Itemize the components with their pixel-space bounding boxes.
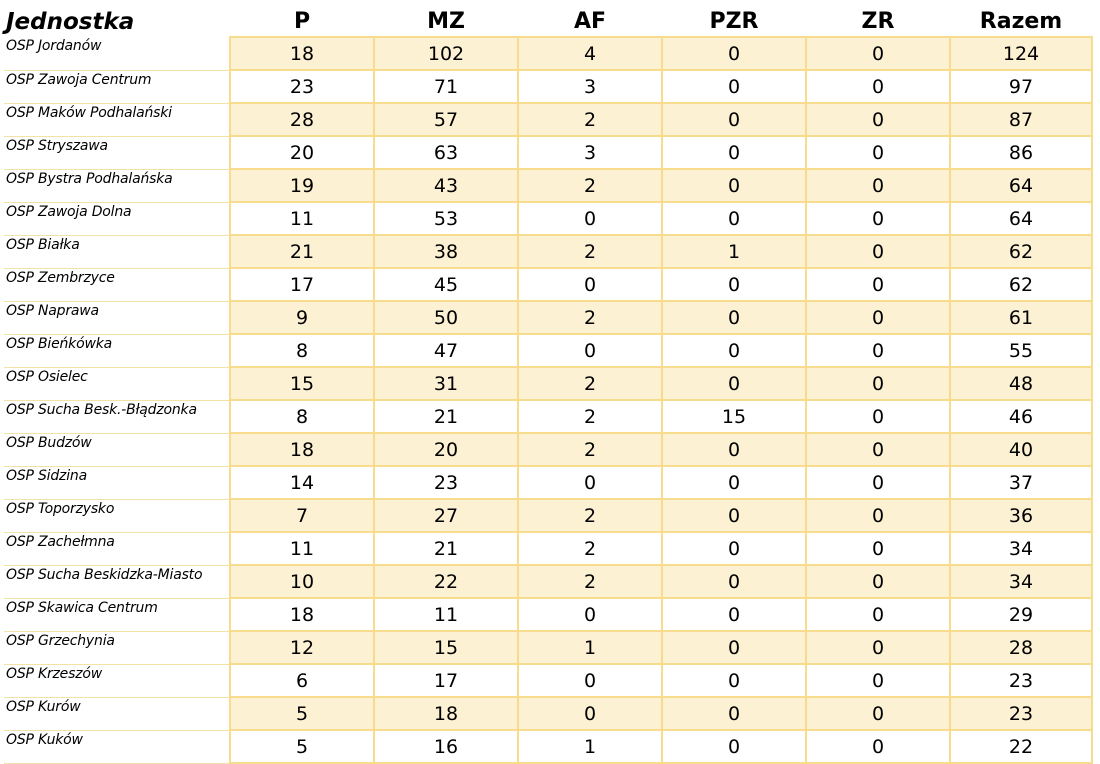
cell-af: 2 [518, 565, 662, 598]
cell-mz: 27 [374, 499, 518, 532]
column-header-unit: Jednostka [6, 8, 135, 35]
table-row [4, 70, 1092, 103]
cell-total: 62 [950, 235, 1092, 268]
cell-af: 2 [518, 532, 662, 565]
cell-total: 37 [950, 466, 1092, 499]
cell-total: 124 [950, 37, 1092, 70]
cell-zr: 0 [806, 235, 950, 268]
table-row [4, 631, 1092, 664]
cell-total: 62 [950, 268, 1092, 301]
cell-af: 0 [518, 268, 662, 301]
column-header-pzr: PZR [709, 8, 759, 34]
cell-total: 34 [950, 532, 1092, 565]
cell-af: 0 [518, 202, 662, 235]
table-header [4, 6, 1092, 37]
cell-pzr: 0 [662, 202, 806, 235]
table-body [4, 37, 1092, 763]
cell-total: 46 [950, 400, 1092, 433]
cell-zr: 0 [806, 268, 950, 301]
cell-af: 0 [518, 598, 662, 631]
table-row [4, 268, 1092, 301]
cell-p: 11 [230, 532, 374, 565]
cell-pzr: 0 [662, 334, 806, 367]
cell-total: 23 [950, 697, 1092, 730]
cell-mz: 43 [374, 169, 518, 202]
column-header-p: P [293, 8, 311, 34]
cell-p: 19 [230, 169, 374, 202]
table-row [4, 400, 1092, 433]
table-row [4, 433, 1092, 466]
cell-mz: 45 [374, 268, 518, 301]
cell-p: 10 [230, 565, 374, 598]
cell-unit-name: OSP Jordanów [4, 37, 230, 70]
cell-af: 3 [518, 136, 662, 169]
table-row [4, 169, 1092, 202]
cell-mz: 18 [374, 697, 518, 730]
cell-mz: 102 [374, 37, 518, 70]
cell-af: 2 [518, 235, 662, 268]
cell-unit-name: OSP Osielec [4, 367, 230, 400]
cell-zr: 0 [806, 730, 950, 763]
cell-zr: 0 [806, 103, 950, 136]
cell-zr: 0 [806, 466, 950, 499]
table-row [4, 301, 1092, 334]
cell-unit-name: OSP Zachełmna [4, 532, 230, 565]
cell-p: 18 [230, 37, 374, 70]
cell-p: 5 [230, 697, 374, 730]
table-row [4, 697, 1092, 730]
table-row [4, 334, 1092, 367]
cell-zr: 0 [806, 367, 950, 400]
cell-pzr: 0 [662, 664, 806, 697]
cell-zr: 0 [806, 598, 950, 631]
cell-total: 29 [950, 598, 1092, 631]
cell-pzr: 0 [662, 268, 806, 301]
cell-total: 55 [950, 334, 1092, 367]
cell-mz: 22 [374, 565, 518, 598]
cell-unit-name: OSP Kurów [4, 697, 230, 730]
cell-af: 2 [518, 433, 662, 466]
table-row [4, 499, 1092, 532]
cell-p: 6 [230, 664, 374, 697]
cell-af: 0 [518, 697, 662, 730]
cell-p: 7 [230, 499, 374, 532]
table-row [4, 202, 1092, 235]
cell-zr: 0 [806, 565, 950, 598]
cell-pzr: 0 [662, 499, 806, 532]
cell-unit-name: OSP Sucha Beskidzka-Miasto [4, 565, 230, 598]
cell-zr: 0 [806, 499, 950, 532]
cell-mz: 15 [374, 631, 518, 664]
cell-zr: 0 [806, 37, 950, 70]
cell-pzr: 0 [662, 103, 806, 136]
table-row [4, 235, 1092, 268]
cell-zr: 0 [806, 532, 950, 565]
cell-af: 2 [518, 499, 662, 532]
cell-pzr: 0 [662, 598, 806, 631]
statistics-table [4, 6, 1093, 764]
cell-af: 2 [518, 301, 662, 334]
cell-total: 48 [950, 367, 1092, 400]
cell-zr: 0 [806, 400, 950, 433]
cell-p: 23 [230, 70, 374, 103]
cell-pzr: 1 [662, 235, 806, 268]
cell-p: 20 [230, 136, 374, 169]
cell-total: 87 [950, 103, 1092, 136]
cell-mz: 17 [374, 664, 518, 697]
cell-p: 8 [230, 334, 374, 367]
cell-pzr: 0 [662, 532, 806, 565]
cell-mz: 57 [374, 103, 518, 136]
cell-mz: 50 [374, 301, 518, 334]
cell-zr: 0 [806, 202, 950, 235]
table-row [4, 103, 1092, 136]
cell-mz: 11 [374, 598, 518, 631]
cell-pzr: 0 [662, 631, 806, 664]
cell-unit-name: OSP Bieńkówka [4, 334, 230, 367]
cell-zr: 0 [806, 169, 950, 202]
cell-p: 12 [230, 631, 374, 664]
cell-mz: 47 [374, 334, 518, 367]
cell-unit-name: OSP Toporzysko [4, 499, 230, 532]
cell-unit-name: OSP Naprawa [4, 301, 230, 334]
cell-mz: 21 [374, 532, 518, 565]
cell-unit-name: OSP Zawoja Centrum [4, 70, 230, 103]
cell-pzr: 0 [662, 565, 806, 598]
cell-zr: 0 [806, 70, 950, 103]
cell-pzr: 0 [662, 730, 806, 763]
table-row [4, 565, 1092, 598]
table-row [4, 466, 1092, 499]
cell-p: 28 [230, 103, 374, 136]
cell-mz: 38 [374, 235, 518, 268]
cell-mz: 21 [374, 400, 518, 433]
cell-af: 2 [518, 169, 662, 202]
cell-zr: 0 [806, 136, 950, 169]
column-header-af: AF [573, 8, 607, 34]
cell-total: 97 [950, 70, 1092, 103]
cell-af: 1 [518, 631, 662, 664]
cell-total: 23 [950, 664, 1092, 697]
cell-pzr: 0 [662, 70, 806, 103]
cell-unit-name: OSP Zawoja Dolna [4, 202, 230, 235]
cell-unit-name: OSP Skawica Centrum [4, 598, 230, 631]
table-row [4, 136, 1092, 169]
cell-unit-name: OSP Grzechynia [4, 631, 230, 664]
cell-af: 2 [518, 400, 662, 433]
table-row [4, 367, 1092, 400]
cell-pzr: 0 [662, 466, 806, 499]
cell-unit-name: OSP Krzeszów [4, 664, 230, 697]
cell-mz: 23 [374, 466, 518, 499]
cell-unit-name: OSP Sucha Besk.-Błądzonka [4, 400, 230, 433]
cell-total: 36 [950, 499, 1092, 532]
cell-pzr: 0 [662, 37, 806, 70]
cell-unit-name: OSP Białka [4, 235, 230, 268]
cell-unit-name: OSP Bystra Podhalańska [4, 169, 230, 202]
cell-mz: 71 [374, 70, 518, 103]
table-row [4, 598, 1092, 631]
cell-mz: 53 [374, 202, 518, 235]
cell-pzr: 15 [662, 400, 806, 433]
cell-unit-name: OSP Zembrzyce [4, 268, 230, 301]
cell-mz: 16 [374, 730, 518, 763]
cell-p: 14 [230, 466, 374, 499]
cell-af: 0 [518, 664, 662, 697]
cell-p: 17 [230, 268, 374, 301]
cell-unit-name: OSP Maków Podhalański [4, 103, 230, 136]
table-row [4, 664, 1092, 697]
header-row [4, 6, 1092, 37]
cell-pzr: 0 [662, 433, 806, 466]
cell-zr: 0 [806, 697, 950, 730]
cell-unit-name: OSP Stryszawa [4, 136, 230, 169]
cell-mz: 31 [374, 367, 518, 400]
table-row [4, 532, 1092, 565]
cell-p: 18 [230, 598, 374, 631]
cell-zr: 0 [806, 664, 950, 697]
cell-af: 0 [518, 334, 662, 367]
cell-total: 28 [950, 631, 1092, 664]
cell-zr: 0 [806, 301, 950, 334]
cell-zr: 0 [806, 433, 950, 466]
cell-p: 9 [230, 301, 374, 334]
cell-af: 2 [518, 367, 662, 400]
cell-total: 34 [950, 565, 1092, 598]
cell-total: 64 [950, 169, 1092, 202]
cell-p: 8 [230, 400, 374, 433]
cell-total: 64 [950, 202, 1092, 235]
cell-af: 4 [518, 37, 662, 70]
column-header-total: Razem [979, 8, 1063, 34]
cell-total: 22 [950, 730, 1092, 763]
cell-p: 5 [230, 730, 374, 763]
table-row [4, 37, 1092, 70]
cell-total: 86 [950, 136, 1092, 169]
cell-af: 0 [518, 466, 662, 499]
cell-af: 2 [518, 103, 662, 136]
cell-pzr: 0 [662, 697, 806, 730]
cell-zr: 0 [806, 631, 950, 664]
cell-p: 15 [230, 367, 374, 400]
cell-total: 40 [950, 433, 1092, 466]
cell-pzr: 0 [662, 169, 806, 202]
cell-p: 21 [230, 235, 374, 268]
cell-pzr: 0 [662, 136, 806, 169]
cell-mz: 63 [374, 136, 518, 169]
cell-p: 11 [230, 202, 374, 235]
column-header-mz: MZ [427, 8, 465, 34]
cell-af: 1 [518, 730, 662, 763]
cell-zr: 0 [806, 334, 950, 367]
cell-unit-name: OSP Kuków [4, 730, 230, 763]
cell-total: 61 [950, 301, 1092, 334]
cell-pzr: 0 [662, 301, 806, 334]
cell-af: 3 [518, 70, 662, 103]
cell-mz: 20 [374, 433, 518, 466]
cell-unit-name: OSP Budzów [4, 433, 230, 466]
cell-unit-name: OSP Sidzina [4, 466, 230, 499]
cell-p: 18 [230, 433, 374, 466]
column-header-zr: ZR [861, 8, 895, 34]
cell-pzr: 0 [662, 367, 806, 400]
